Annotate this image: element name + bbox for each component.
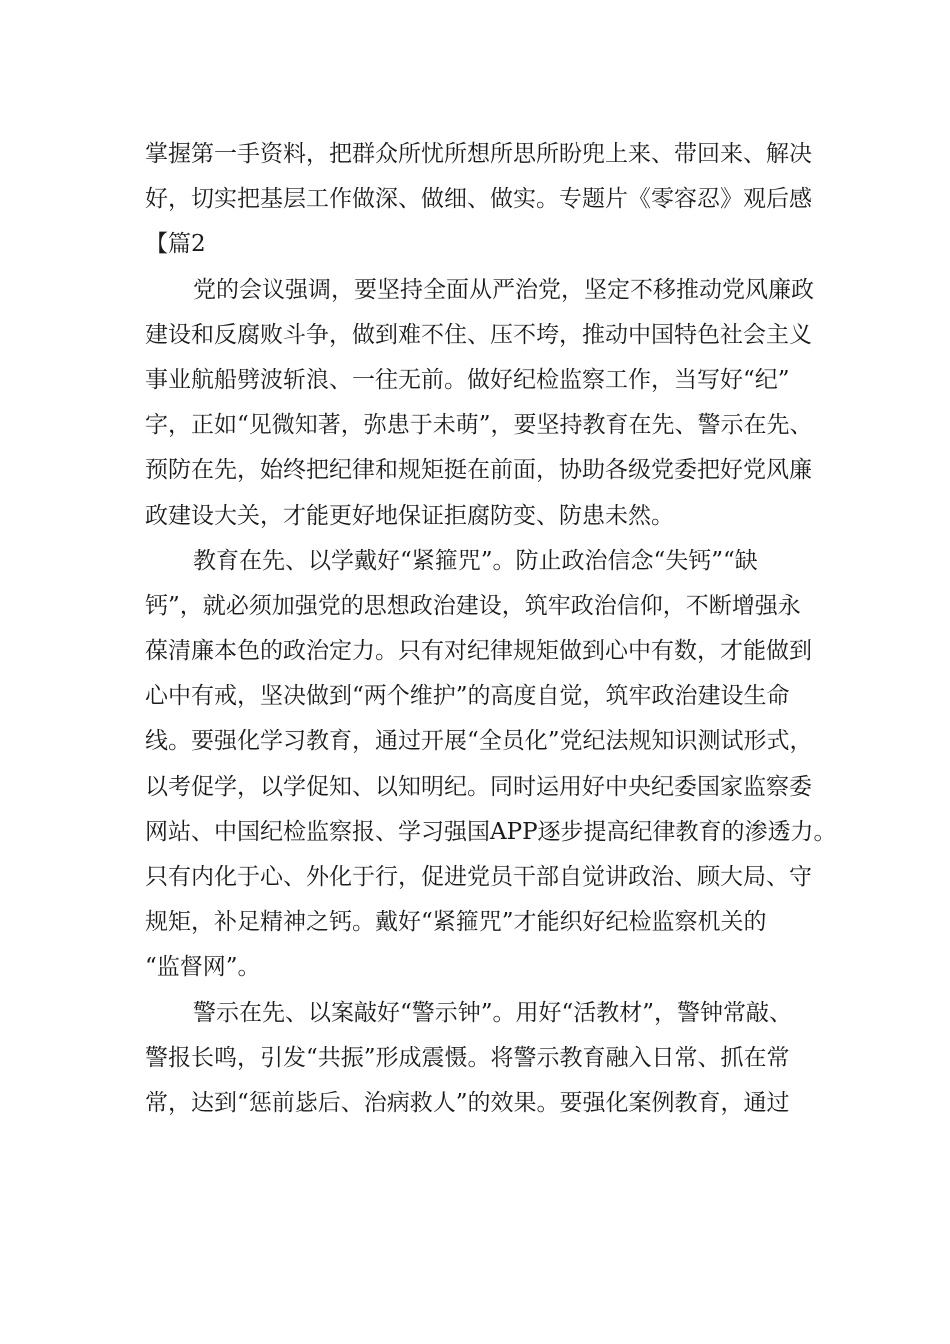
text-line: 心中有戒，坚决做到“两个维护”的高度自觉，筑牢政治建设生命 [145,683,790,710]
paragraph-first-line: 警示在先、以案敲好“警示钟”。用好“活教材”，警钟常敲、 [193,999,793,1026]
text-line: 政建设大关，才能更好地保证拒腐防变、防患未然。 [145,502,674,529]
text-line: 字，正如“见微知著，弥患于未萌”，要坚持教育在先、警示在先、 [145,412,813,439]
paragraph-first-line: 党的会议强调，要坚持全面从严治党，坚定不移推动党风廉政 [193,276,814,303]
text-line: “监督网”。 [145,954,261,981]
text-line: 以考促学，以学促知、以知明纪。同时运用好中央纪委国家监察委 [145,773,812,800]
document-body [145,132,835,1126]
text-line: 葆清廉本色的政治定力。只有对纪律规矩做到心中有数，才能做到 [145,638,812,665]
text-line: 规矩，补足精神之钙。戴好“紧箍咒”才能织好纪检监察机关的 [145,909,767,936]
text-line: 建设和反腐败斗争，做到难不住、压不垮，推动中国特色社会主义 [145,321,812,348]
text-line: 好，切实把基层工作做深、做细、做实。专题片《零容忍》观后感 [145,186,812,213]
text-line: 预防在先，始终把纪律和规矩挺在前面，协助各级党委把好党风廉 [145,457,812,484]
text-line: 网站、中国纪检监察报、学习强国APP逐步提高纪律教育的渗透力。 [145,818,837,845]
text-line: 事业航船劈波斩浪、一往无前。做好纪检监察工作，当写好“纪” [145,366,790,393]
paragraph-first-line: 教育在先、以学戴好“紧箍咒”。防止政治信念“失钙”“缺 [193,547,758,574]
text-line: 警报长鸣，引发“共振”形成震慑。将警示教育融入日常、抓在常 [145,1044,790,1071]
text-line: 只有内化于心、外化于行，促进党员干部自觉讲政治、顾大局、守 [145,864,812,890]
text-line: 掌握第一手资料，把群众所忧所想所思所盼兜上来、带回来、解决 [145,141,812,167]
text-line: 钙”，就必须加强党的思想政治建设，筑牢政治信仰，不断增强永 [145,592,801,619]
text-line: 常，达到“惩前毖后、治病救人”的效果。要强化案例教育，通过 [145,1089,790,1116]
text-line: 【篇2 [145,231,206,258]
text-line: 线。要强化学习教育，通过开展“全员化”党纪法规知识测试形式， [145,728,813,755]
